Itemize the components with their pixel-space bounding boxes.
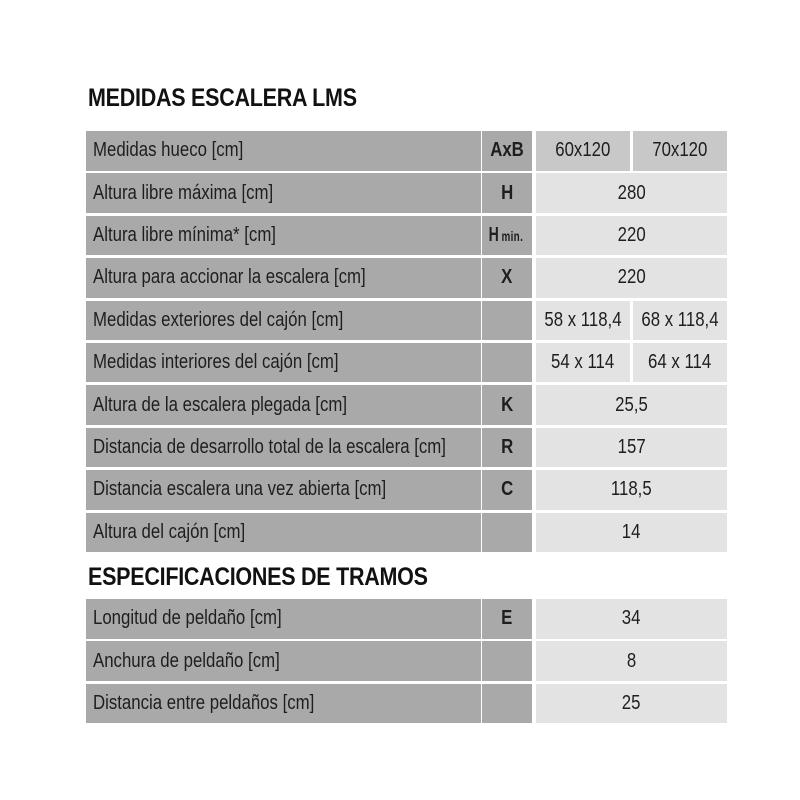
row-label: Distancia de desarrollo total de la escalera [cm] xyxy=(93,435,446,458)
row-symbol: R xyxy=(500,435,514,458)
table-row xyxy=(86,599,727,641)
row-label-cell xyxy=(86,301,481,341)
header-col-a xyxy=(536,131,630,171)
row-value-b: 68 x 118,4 xyxy=(641,308,719,331)
row-value-cell xyxy=(536,173,727,213)
row-symbol-cell xyxy=(482,641,532,681)
row-value-a-cell xyxy=(536,343,630,383)
table-row xyxy=(86,216,727,258)
row-value-cell xyxy=(536,428,727,468)
row-label: Altura libre mínima* [cm] xyxy=(93,224,276,247)
row-symbol-cell xyxy=(482,470,532,510)
row-symbol: H xyxy=(488,224,500,247)
row-symbol-cell xyxy=(482,428,532,468)
row-label: Distancia entre peldaños [cm] xyxy=(93,692,315,715)
row-label: Altura libre máxima [cm] xyxy=(93,181,274,204)
row-symbol: H xyxy=(500,181,514,204)
row-value-b-cell xyxy=(633,343,727,383)
row-symbol: K xyxy=(500,393,514,416)
row-value-cell xyxy=(536,470,727,510)
row-label-cell xyxy=(86,343,481,383)
header-col-a-text: 60x120 xyxy=(555,139,611,162)
row-value-a: 54 x 114 xyxy=(551,351,615,374)
row-value: 14 xyxy=(622,520,641,543)
row-value-b: 64 x 114 xyxy=(648,351,712,374)
row-value: 220 xyxy=(617,224,646,247)
header-symbol-cell xyxy=(482,131,532,171)
row-label-cell xyxy=(86,470,481,510)
row-label: Altura del cajón [cm] xyxy=(93,520,246,543)
table-medidas xyxy=(86,131,727,555)
row-label: Distancia escalera una vez abierta [cm] xyxy=(93,478,387,501)
row-label-cell xyxy=(86,385,481,425)
header-symbol: AxB xyxy=(490,139,524,162)
row-symbol-cell xyxy=(482,513,532,553)
table-row xyxy=(86,258,727,300)
header-col-b-text: 70x120 xyxy=(652,139,708,162)
header-label-cell xyxy=(86,131,481,171)
row-value-cell xyxy=(536,216,727,256)
row-symbol-cell xyxy=(482,599,532,639)
row-label-cell xyxy=(86,258,481,298)
header-col-b xyxy=(633,131,727,171)
row-value: 34 xyxy=(622,607,641,630)
row-value-cell xyxy=(536,599,727,639)
row-label-cell xyxy=(86,513,481,553)
row-symbol-cell xyxy=(482,343,532,383)
table-row xyxy=(86,684,727,726)
row-symbol-cell xyxy=(482,301,532,341)
table-row xyxy=(86,470,727,512)
row-symbol-cell xyxy=(482,216,532,256)
row-symbol-group xyxy=(488,224,526,247)
row-value-cell xyxy=(536,385,727,425)
table-row xyxy=(86,301,727,343)
table-header-row xyxy=(86,131,727,173)
row-value-cell xyxy=(536,258,727,298)
row-value: 157 xyxy=(617,435,646,458)
row-symbol-cell xyxy=(482,258,532,298)
row-value-a: 58 x 118,4 xyxy=(544,308,622,331)
section-title-especificaciones: ESPECIFICACIONES DE TRAMOS xyxy=(88,563,428,591)
table-row xyxy=(86,343,727,385)
table-row xyxy=(86,173,727,215)
row-value-cell xyxy=(536,641,727,681)
row-label: Altura para accionar la escalera [cm] xyxy=(93,266,366,289)
row-label: Longitud de peldaño [cm] xyxy=(93,607,282,630)
row-symbol-cell xyxy=(482,173,532,213)
row-label-cell xyxy=(86,684,481,724)
row-value-b-cell xyxy=(633,301,727,341)
row-value: 8 xyxy=(626,649,637,672)
row-label: Anchura de peldaño [cm] xyxy=(93,649,280,672)
section-title-medidas: MEDIDAS ESCALERA LMS xyxy=(88,84,357,112)
row-value: 280 xyxy=(617,181,646,204)
row-label-cell xyxy=(86,428,481,468)
row-value-cell xyxy=(536,513,727,553)
row-label: Medidas interiores del cajón [cm] xyxy=(93,351,339,374)
row-label-cell xyxy=(86,599,481,639)
row-symbol: E xyxy=(501,607,513,630)
row-symbol-cell xyxy=(482,385,532,425)
row-symbol-subscript: min. xyxy=(502,228,524,245)
row-value: 118,5 xyxy=(611,478,652,501)
table-row xyxy=(86,513,727,555)
row-value: 25,5 xyxy=(615,393,648,416)
header-label: Medidas hueco [cm] xyxy=(93,139,244,162)
row-label: Medidas exteriores del cajón [cm] xyxy=(93,308,344,331)
row-symbol-cell xyxy=(482,684,532,724)
row-value-cell xyxy=(536,684,727,724)
table-row xyxy=(86,428,727,470)
table-row xyxy=(86,385,727,427)
row-value-a-cell xyxy=(536,301,630,341)
row-symbol: C xyxy=(500,478,514,501)
row-label-cell xyxy=(86,641,481,681)
row-label: Altura de la escalera plegada [cm] xyxy=(93,393,348,416)
row-value: 220 xyxy=(617,266,646,289)
table-especificaciones xyxy=(86,599,727,726)
table-row xyxy=(86,641,727,683)
row-value: 25 xyxy=(622,692,641,715)
row-label-cell xyxy=(86,173,481,213)
row-symbol: X xyxy=(501,266,513,289)
row-label-cell xyxy=(86,216,481,256)
